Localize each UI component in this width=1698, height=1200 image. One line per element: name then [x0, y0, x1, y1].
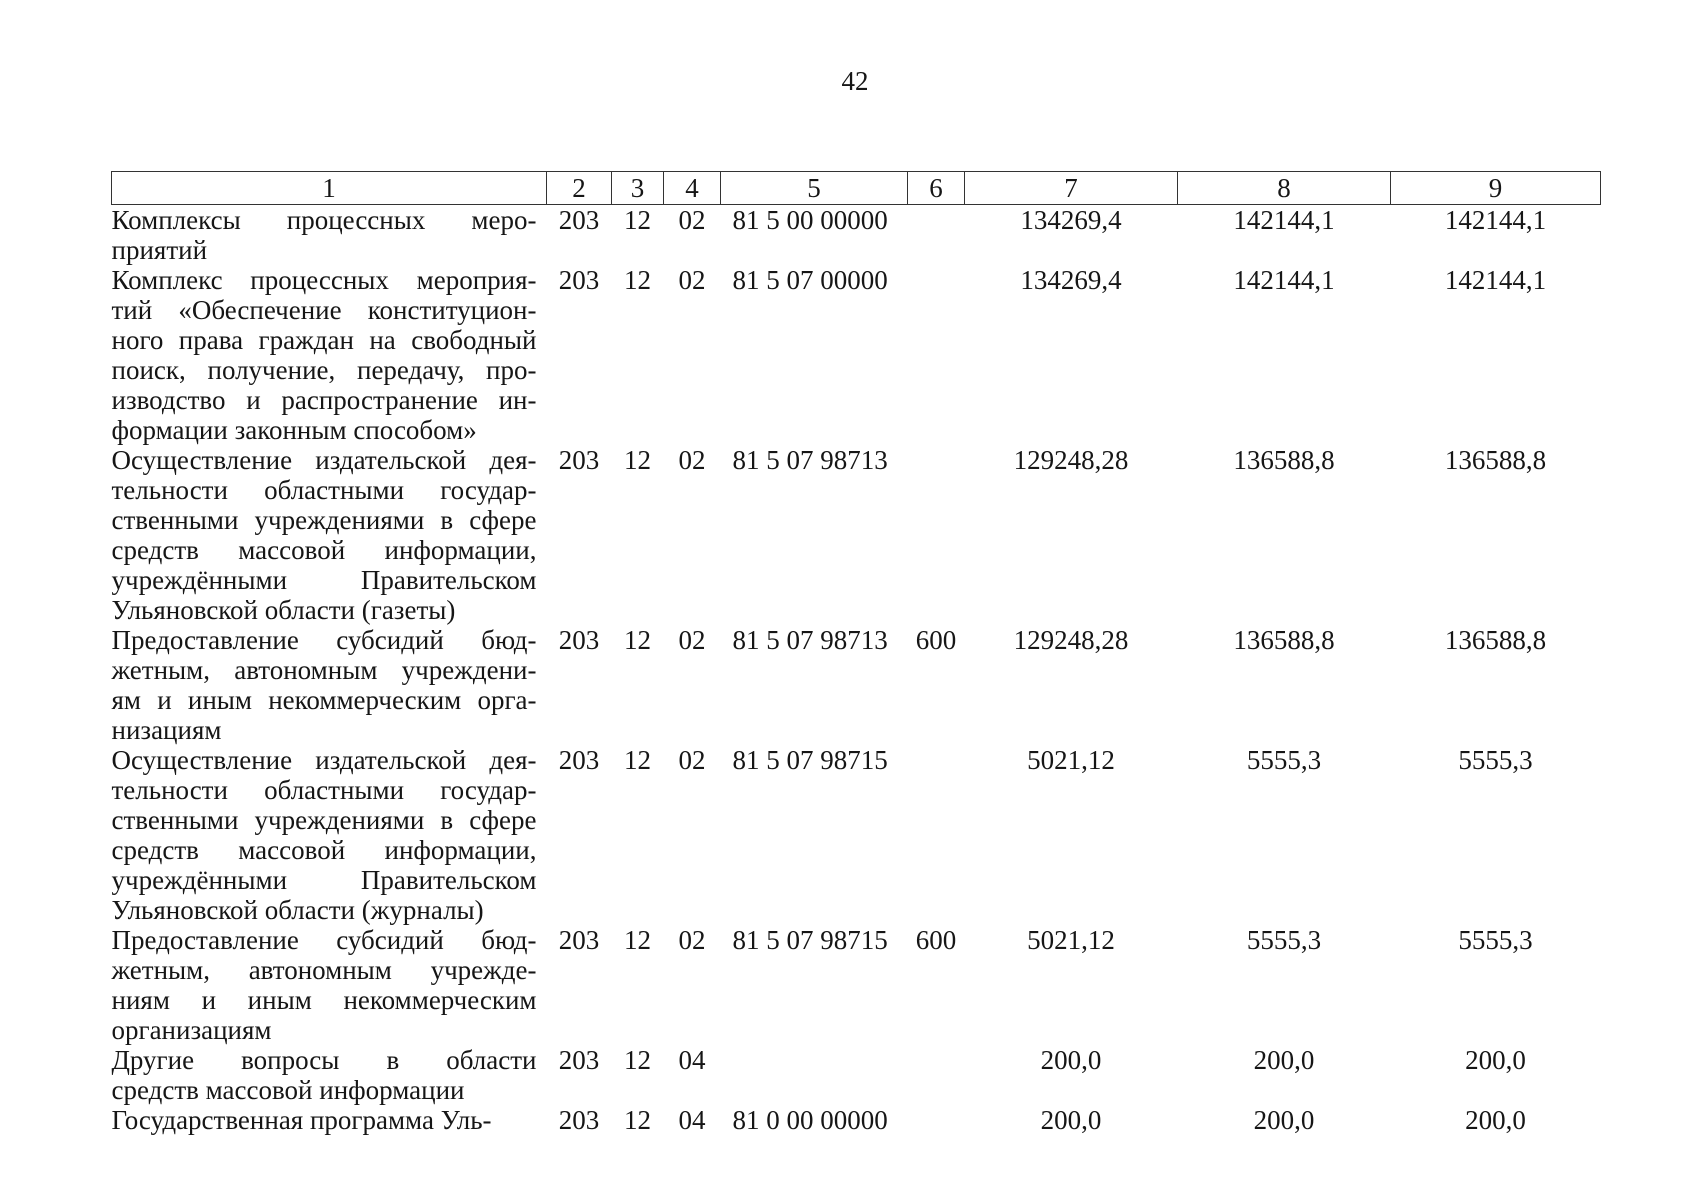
description-line: Государственная программа Уль- [111, 1105, 492, 1135]
razdel-cell: 12 [624, 445, 651, 475]
podrazdel-cell: 02 [678, 445, 706, 475]
description-line: поиск, получение, передачу, про- [111, 355, 537, 385]
amount-year2-cell: 136588,8 [1233, 625, 1335, 655]
amount-year2-cell: 200,0 [1253, 1045, 1315, 1075]
description-cell [112, 745, 547, 925]
glava-cell: 203 [558, 1045, 600, 1075]
header-col-8: 8 [1178, 172, 1391, 205]
glava-cell: 203 [558, 1105, 600, 1135]
table-row [112, 1105, 1601, 1135]
page-number: 42 [841, 66, 869, 96]
header-col-7: 7 [965, 172, 1178, 205]
description-cell [112, 925, 547, 1045]
description-line: Комплексы процессных меро- [111, 205, 537, 235]
description-line: Предоставление субсидий бюд- [111, 925, 537, 955]
description-line: Ульяновской области (газеты) [111, 595, 456, 625]
amount-year1-cell: 200,0 [1040, 1045, 1102, 1075]
podrazdel-cell: 02 [678, 265, 706, 295]
description-cell [112, 1105, 547, 1135]
razdel-cell: 12 [624, 745, 651, 775]
amount-year1-cell: 129248,28 [1013, 445, 1129, 475]
header-col-9: 9 [1391, 172, 1601, 205]
amount-year3-cell: 5555,3 [1458, 925, 1533, 955]
table-row [112, 1045, 1601, 1105]
amount-year2-cell: 5555,3 [1246, 925, 1322, 955]
amount-year1-cell: 134269,4 [1020, 265, 1122, 295]
description-line: организациям [111, 1015, 272, 1045]
description-line: учреждёнными Правительском [111, 865, 537, 895]
amount-year3-cell: 200,0 [1465, 1045, 1526, 1075]
description-line: изводство и распространение ин- [111, 385, 537, 415]
amount-year1-cell: 134269,4 [1020, 205, 1122, 235]
description-line: тельности областными государ- [111, 775, 537, 805]
amount-year2-cell: 5555,3 [1246, 745, 1322, 775]
razdel-cell: 12 [624, 925, 651, 955]
table-row [112, 625, 1601, 745]
description-line: Ульяновской области (журналы) [111, 895, 484, 925]
target-article-cell [721, 1045, 908, 1105]
expense-type-cell [908, 205, 965, 266]
description-line: средств массовой информации, [111, 535, 537, 565]
description-line: средств массовой информации, [111, 835, 537, 865]
budget-table [111, 171, 1601, 1135]
glava-cell: 203 [558, 205, 600, 235]
glava-cell: 203 [558, 745, 600, 775]
target-article-cell: 81 5 07 98715 [732, 745, 888, 775]
glava-cell: 203 [558, 625, 600, 655]
description-line: формации законным способом» [111, 415, 477, 445]
target-article-cell: 81 5 07 98715 [732, 925, 888, 955]
description-line: Комплекс процессных мероприя- [111, 265, 537, 295]
description-line: Другие вопросы в области [111, 1045, 537, 1075]
target-article-cell: 81 5 00 00000 [732, 205, 888, 235]
expense-type-cell: 600 [915, 625, 957, 655]
razdel-cell: 12 [624, 1105, 651, 1135]
description-line: приятий [111, 235, 208, 265]
amount-year3-cell: 200,0 [1465, 1105, 1526, 1135]
amount-year1-cell: 5021,12 [1027, 925, 1115, 955]
description-line: ниям и иным некоммерческим [111, 985, 537, 1015]
header-row [112, 172, 1601, 205]
description-line: Осуществление издательской дея- [111, 445, 537, 475]
podrazdel-cell: 04 [678, 1045, 706, 1075]
amount-year1-cell: 200,0 [1040, 1105, 1102, 1135]
header-col-6: 6 [908, 172, 965, 205]
description-line: ям и иным некоммерческим орга- [111, 685, 537, 715]
podrazdel-cell: 02 [678, 205, 706, 235]
description-cell [112, 205, 547, 266]
amount-year2-cell: 200,0 [1253, 1105, 1315, 1135]
header-col-1: 1 [112, 172, 547, 205]
amount-year2-cell: 136588,8 [1233, 445, 1335, 475]
amount-year3-cell: 136588,8 [1444, 445, 1547, 475]
target-article-cell: 81 5 07 00000 [732, 265, 888, 295]
description-line: тий «Обеспечение конституцион- [111, 295, 537, 325]
description-line: ственными учреждениями в сфере [111, 505, 537, 535]
glava-cell: 203 [558, 265, 600, 295]
description-line: низациям [111, 715, 222, 745]
expense-type-cell [908, 445, 965, 625]
description-line: учреждёнными Правительском [111, 565, 537, 595]
description-cell [112, 1045, 547, 1105]
expense-type-cell [908, 265, 965, 445]
glava-cell: 203 [558, 445, 600, 475]
header-col-2: 2 [547, 172, 612, 205]
table-row [112, 445, 1601, 625]
expense-type-cell: 600 [915, 925, 957, 955]
razdel-cell: 12 [624, 1045, 651, 1075]
description-line: жетным, автономным учрежде- [111, 955, 537, 985]
razdel-cell: 12 [624, 625, 651, 655]
amount-year3-cell: 5555,3 [1458, 745, 1533, 775]
description-line: средств массовой информации [111, 1075, 465, 1105]
header-col-4: 4 [664, 172, 721, 205]
amount-year3-cell: 142144,1 [1444, 265, 1547, 295]
table-row [112, 205, 1601, 266]
razdel-cell: 12 [624, 265, 651, 295]
table-header [112, 172, 1601, 205]
amount-year1-cell: 5021,12 [1027, 745, 1115, 775]
podrazdel-cell: 04 [678, 1105, 706, 1135]
glava-cell: 203 [558, 925, 600, 955]
description-cell [112, 625, 547, 745]
expense-type-cell [908, 1045, 965, 1105]
target-article-cell: 81 5 07 98713 [732, 625, 888, 655]
description-line: жетным, автономным учреждени- [111, 655, 537, 685]
description-cell [112, 265, 547, 445]
table-row [112, 265, 1601, 445]
podrazdel-cell: 02 [678, 625, 706, 655]
description-line: ного права граждан на свободный [111, 325, 537, 355]
amount-year3-cell: 142144,1 [1444, 205, 1547, 235]
description-line: ственными учреждениями в сфере [111, 805, 537, 835]
target-article-cell: 81 0 00 00000 [732, 1105, 888, 1135]
amount-year2-cell: 142144,1 [1233, 265, 1335, 295]
razdel-cell: 12 [624, 205, 651, 235]
table-body [112, 205, 1601, 1136]
header-col-5: 5 [721, 172, 908, 205]
table-row [112, 745, 1601, 925]
amount-year2-cell: 142144,1 [1233, 205, 1335, 235]
target-article-cell: 81 5 07 98713 [732, 445, 888, 475]
expense-type-cell [908, 745, 965, 925]
description-line: тельности областными государ- [111, 475, 537, 505]
expense-type-cell [908, 1105, 965, 1135]
amount-year3-cell: 136588,8 [1444, 625, 1547, 655]
podrazdel-cell: 02 [678, 925, 706, 955]
description-line: Предоставление субсидий бюд- [111, 625, 537, 655]
description-cell [112, 445, 547, 625]
amount-year1-cell: 129248,28 [1013, 625, 1129, 655]
podrazdel-cell: 02 [678, 745, 706, 775]
header-col-3: 3 [612, 172, 664, 205]
description-line: Осуществление издательской дея- [111, 745, 537, 775]
table-row [112, 925, 1601, 1045]
